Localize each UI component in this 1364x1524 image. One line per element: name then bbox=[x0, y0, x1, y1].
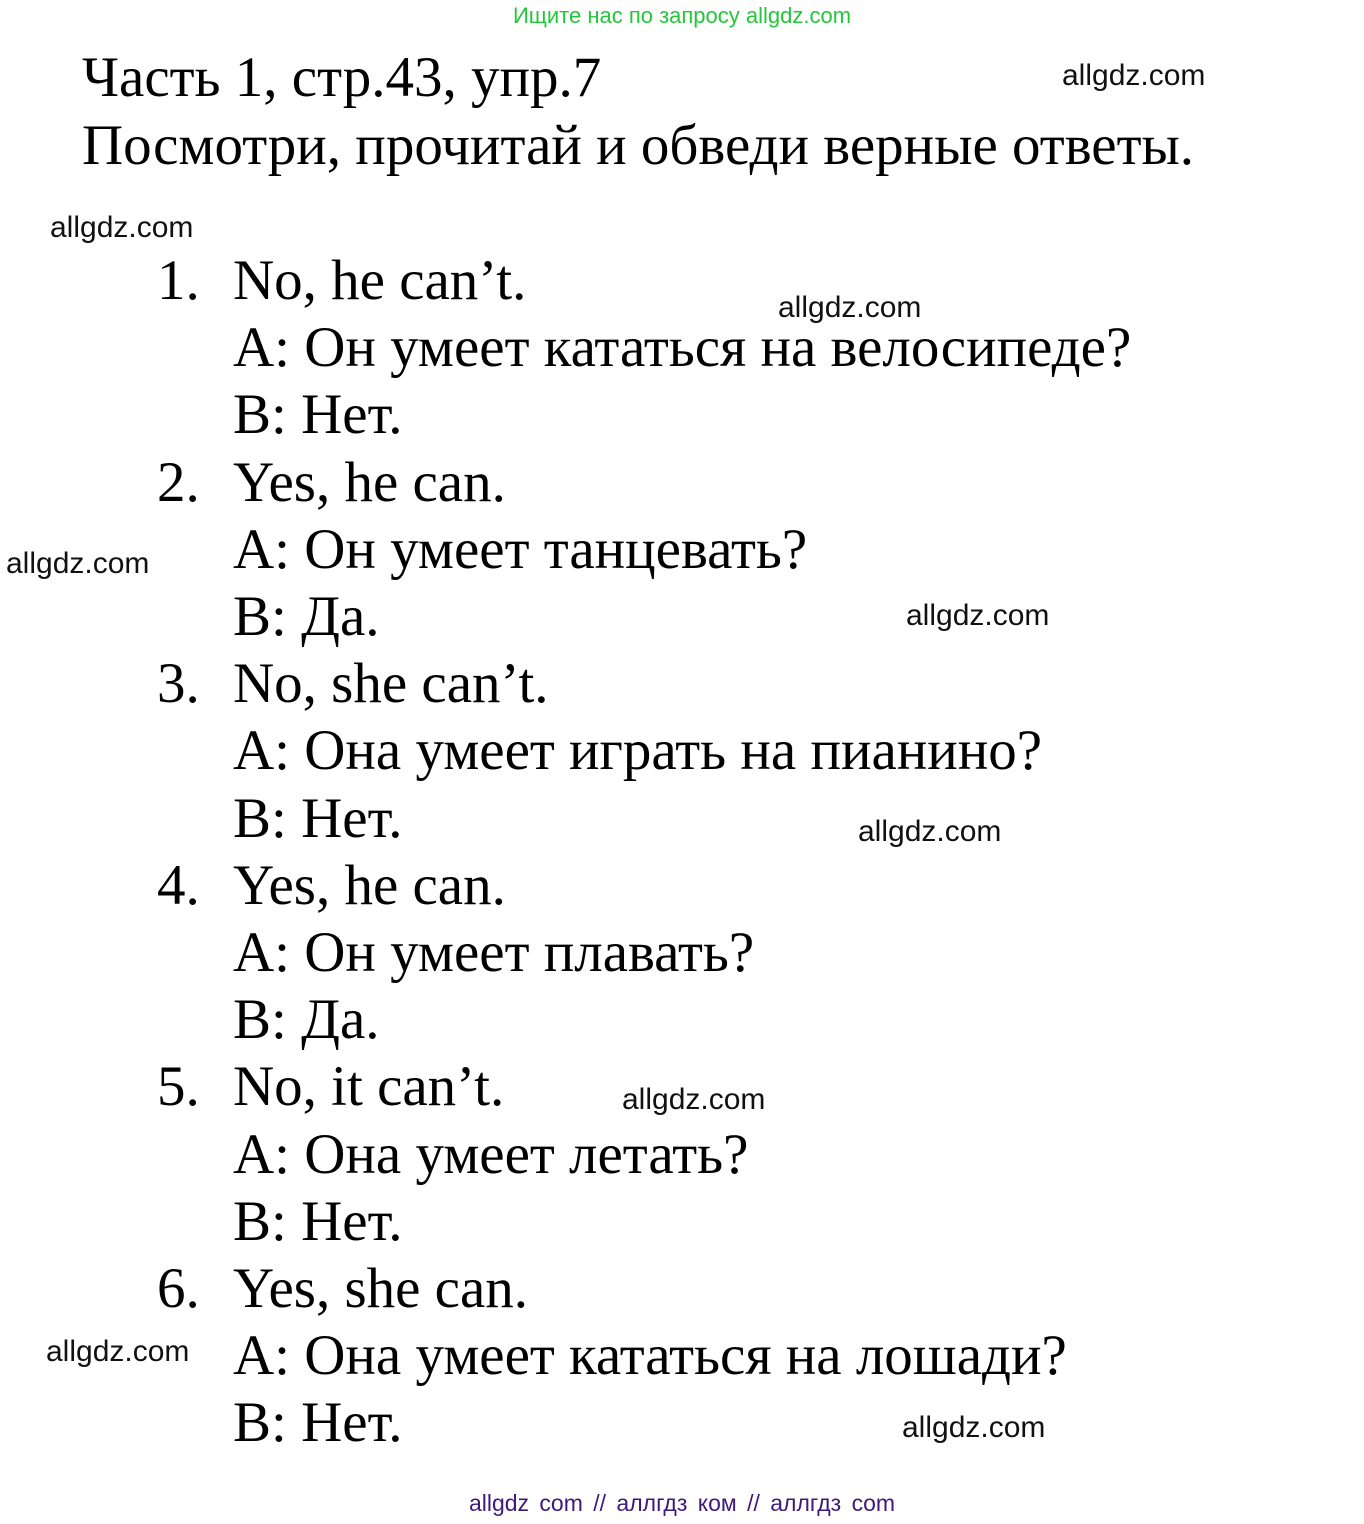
footer-links: allgdz com // аллгдз ком // аллгдз com bbox=[468, 1490, 896, 1516]
item-answer: No, he can’t. bbox=[233, 249, 527, 312]
item-question: A: Он умеет плавать? bbox=[233, 921, 755, 984]
watermark: allgdz.com bbox=[778, 291, 922, 324]
watermark: allgdz.com bbox=[906, 599, 1050, 632]
item-number: 4. bbox=[157, 853, 200, 917]
watermark: allgdz.com bbox=[858, 815, 1002, 848]
item-answer: Yes, she can. bbox=[233, 1257, 529, 1320]
watermark: allgdz.com bbox=[902, 1411, 1046, 1444]
search-banner: Ищите нас по запросу allgdz.com bbox=[512, 3, 852, 28]
item-number: 3. bbox=[157, 652, 200, 716]
watermark: allgdz.com bbox=[1062, 59, 1206, 92]
item-question: A: Он умеет кататься на велосипеде? bbox=[233, 316, 1132, 380]
item-question: A: Она умеет кататься на лошади? bbox=[233, 1324, 1067, 1388]
item-number: 2. bbox=[157, 450, 200, 514]
item-reply: B: Да. bbox=[233, 988, 380, 1052]
item-number: 1. bbox=[157, 249, 200, 312]
item-reply: B: Нет. bbox=[233, 786, 403, 850]
item-answer: Yes, he can. bbox=[233, 853, 506, 917]
item-number: 6. bbox=[157, 1257, 200, 1320]
item-question: A: Она умеет летать? bbox=[233, 1122, 749, 1186]
item-question: A: Он умеет танцевать? bbox=[233, 517, 808, 581]
item-answer: No, she can’t. bbox=[233, 652, 549, 716]
item-answer: No, it can’t. bbox=[233, 1055, 505, 1119]
item-reply: B: Нет. bbox=[233, 1391, 403, 1455]
item-reply: B: Да. bbox=[233, 585, 380, 648]
item-question: A: Она умеет играть на пианино? bbox=[233, 719, 1043, 783]
watermark: allgdz.com bbox=[622, 1083, 766, 1116]
watermark: allgdz.com bbox=[6, 547, 150, 580]
item-answer: Yes, he can. bbox=[233, 450, 506, 514]
page-title: Часть 1, стр.43, упр.7 bbox=[82, 46, 602, 109]
watermark: allgdz.com bbox=[50, 211, 194, 244]
item-reply: B: Нет. bbox=[233, 1189, 403, 1253]
item-number: 5. bbox=[157, 1055, 200, 1119]
item-reply: B: Нет. bbox=[233, 383, 403, 447]
instruction: Посмотри, прочитай и обведи верные ответы. bbox=[82, 114, 1195, 177]
watermark: allgdz.com bbox=[46, 1335, 190, 1368]
